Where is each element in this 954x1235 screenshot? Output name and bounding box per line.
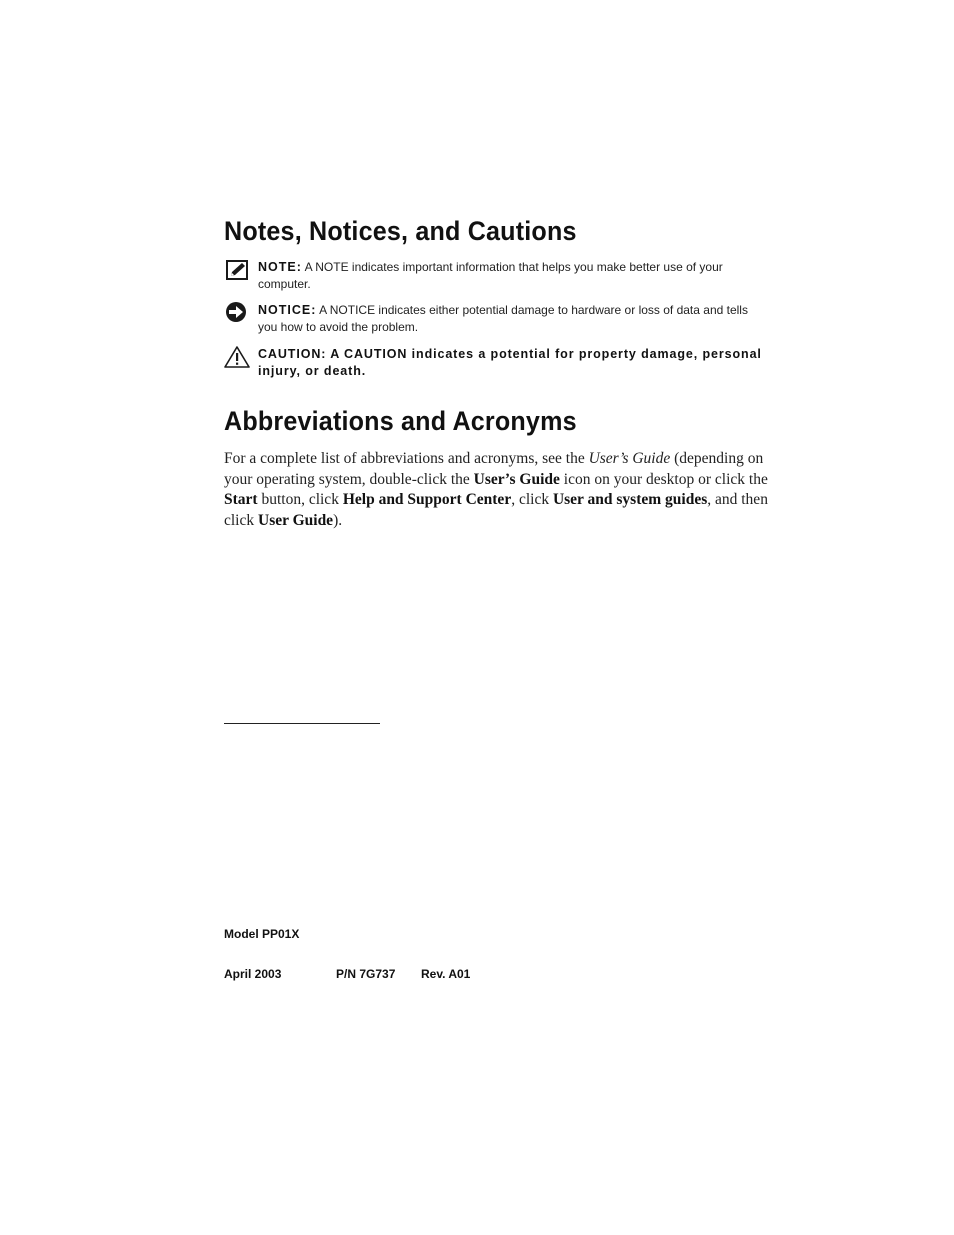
- notice-block: [224, 302, 764, 336]
- caution-block: [224, 346, 764, 380]
- para-text: icon on your desktop or click the: [559, 470, 768, 488]
- para-text: (depending on your operating system, double-click the: [224, 450, 764, 488]
- note-label: NOTE:: [258, 260, 302, 274]
- notice-label: NOTICE:: [258, 303, 317, 317]
- notice-text: A NOTICE indicates either potential damage to hardware or loss of data and tells you how to avoid the problem.: [258, 303, 748, 334]
- notice-arrow-icon: [224, 302, 250, 326]
- start-label: Start: [224, 491, 258, 509]
- part-number: P/N 7G737: [336, 967, 396, 981]
- abbreviations-heading: Abbreviations and Acronyms: [224, 406, 577, 436]
- notes-heading: Notes, Notices, and Cautions: [224, 216, 577, 246]
- para-text: button, click: [257, 491, 343, 509]
- caution-text: CAUTION: A CAUTION indicates a potential for property damage, personal injury, or death.: [258, 347, 762, 378]
- users-guide-icon-label: User’s Guide: [473, 470, 560, 488]
- note-pencil-icon: [224, 259, 250, 283]
- revision: Rev. A01: [421, 967, 471, 981]
- footnote-divider: [224, 723, 380, 724]
- para-text: ).: [333, 511, 343, 529]
- user-guide-label: User Guide: [258, 511, 334, 529]
- note-block: [224, 259, 764, 293]
- publish-date: April 2003: [224, 967, 282, 981]
- para-text: , click: [511, 491, 553, 509]
- model-number: Model PP01X: [224, 927, 300, 941]
- caution-triangle-icon: [224, 346, 250, 370]
- users-guide-title: User’s Guide: [588, 450, 671, 467]
- user-system-guides-label: User and system guides: [552, 491, 708, 509]
- para-text: , and then click: [224, 491, 768, 529]
- abbreviations-paragraph: [224, 449, 790, 531]
- note-text: A NOTE indicates important information that helps you make better use of your computer.: [258, 260, 723, 291]
- help-support-label: Help and Support Center: [342, 491, 512, 509]
- para-text: For a complete list of abbreviations and acronyms, see the: [224, 450, 589, 467]
